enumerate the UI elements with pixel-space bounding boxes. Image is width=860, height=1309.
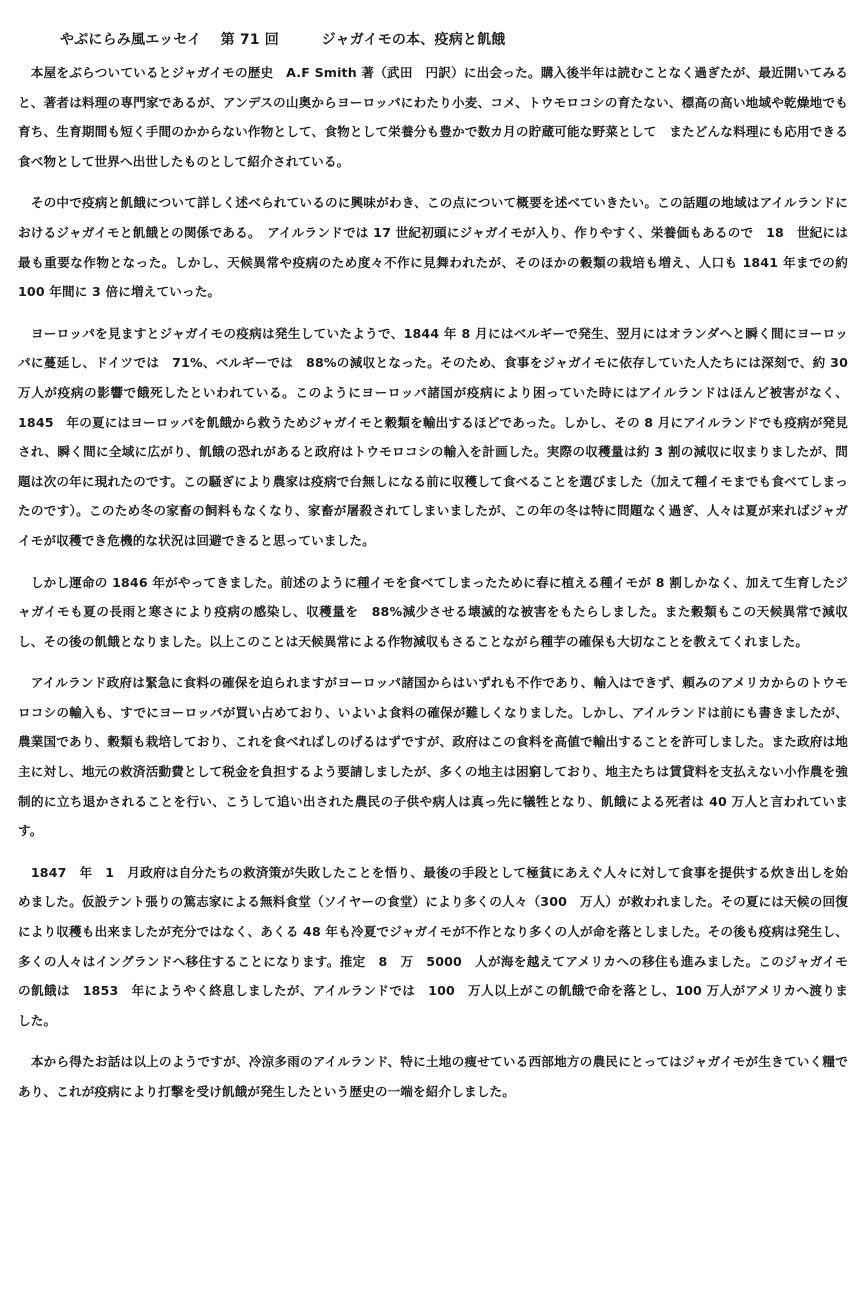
essay-heading: やぶにらみ風エッセイ 第 71 回 ジャガイモの本、疫病と飢餓 (60, 32, 506, 48)
paragraph-2: その中で疫病と飢餓について詳しく述べられているのに興味がわき、この点について概要を述べていきたい。この話題の地域はアイルランドにおけるジャガイモと飢餓との関係である。 アイルランドでは 17 世紀初頭にジャガイモが入り、作りやすく、栄養価もあるので 18 世紀には最も重要な作物となった。しかし、天候異常や疫病のため度々不作に見舞われたが、そのほかの穀類の栽培も増え、人口も 1841 年までの約 100 年間に 3 倍に増えていった。 (18, 195, 848, 300)
paragraph-6: 1847 年 1 月政府は自分たちの救済策が失敗したことを悟り、最後の手段として極貧にあえぐ人々に対して食事を提供する炊き出しを始めました。仮設テント張りの篤志家による無料食堂（ソイヤーの食堂）により多くの人々（300 万人）が救われました。その夏には天候の回復により収穫も出来ましたが充分ではなく、あくる 48 年も冷夏でジャガイモが不作となり多くの人が命を落としました。その後も疫病は発生し、多くの人々はイングランドへ移住することになります。推定 8 万 5000 人が海を越えてアメリカへの移住も進みました。このジャガイモの飢餓は 1853 年にようやく終息しましたが、アイルランドでは 100 万人以上がこの飢餓で命を落とし、100 万人がアメリカへ渡りました。 (18, 864, 848, 1028)
paragraph-5: アイルランド政府は緊急に食料の確保を迫られますがヨーロッパ諸国からはいずれも不作であり、輸入はできず、頼みのアメリカからのトウモロコシの輸入も、すでにヨーロッパが買い占めており、いよいよ食料の確保が難しくなりました。しかし、アイルランドは前にも書きましたが、農業国であり、穀類も栽培しており、これを食べればしのげるはずですが、政府はこの食料を高値で輸出することを許可しました。また政府は地主に対し、地元の救済活動費として税金を負担するよう要請しましたが、多くの地主は困窮しており、地主たちは賃貸料を支払えない小作農を強制的に立ち退かされることを行い、こうして追い出された農民の子供や病人は真っ先に犠牲となり、飢餓による死者は 40 万人と言われています。 (18, 675, 848, 839)
essay-page (18, 30, 848, 1119)
paragraph-7: 本から得たお話は以上のようですが、冷涼多雨のアイルランド、特に土地の痩せている西部地方の農民にとってはジャガイモが生きていく糧であり、これが疫病により打撃を受け飢餓が発生したという歴史の一端を紹介しました。 (18, 1054, 848, 1099)
paragraph-3: ヨーロッパを見ますとジャガイモの疫病は発生していたようで、1844 年 8 月にはベルギーで発生、翌月にはオランダへと瞬く間にヨーロッパに蔓延し、ドイツでは 71%、ベルギーでは 88%の減収となった。そのため、食事をジャガイモに依存していた人たちには深刻で、約 30 万人が疫病の影響で餓死したといわれている。このようにヨーロッパ諸国が疫病により困っていた時にはアイルランドはほんど被害がなく、1845 年の夏にはヨーロッパを飢餓から救うためジャガイモと穀類を輸出するほどであった。しかし、その 8 月にアイルランドでも疫病が発見され、瞬く間に全域に広がり、飢餓の恐れがあると政府はトウモロコシの輸入を計画した。実際の収穫量は約 3 割の減収に収まりましたが、問題は次の年に現れたのです。この騒ぎにより農家は疫病で台無しになる前に収穫して食べることを選びました（加えて種イモまでも食べてしまったのです）。このため冬の家畜の飼料もなくなり、家畜が屠殺されてしまいましたが、この年の冬は特に問題なく過ぎ、人々は夏が来ればジャガイモが収穫でき危機的な状況は回避できると思っていました。 (18, 325, 848, 548)
paragraph-4: しかし運命の 1846 年がやってきました。前述のように種イモを食べてしまったために春に植える種イモが 8 割しかなく、加えて生育したジャガイモも夏の長雨と寒さにより疫病の感染し、収穫量を 88%減少させる壊滅的な被害をもたらしました。また穀類もこの天候異常で減収し、その後の飢餓となりました。以上このことは天候異常による作物減収もさることながら種芋の確保も大切なことを教えてくれました。 (18, 574, 848, 649)
paragraph-1: 本屋をぶらついているとジャガイモの歴史 A.F Smith 著（武田 円訳）に出会った。購入後半年は読むことなく過ぎたが、最近開いてみると、著者は料理の専門家であるが、アンデスの山奥からヨーロッパにわたり小麦、コメ、トウモロコシの育たない、標高の高い地域や乾燥地でも育ち、生育期間も短く手間のかからない作物として、食物として栄養分も豊かで数カ月の貯蔵可能な野菜として またどんな料理にも応用できる食べ物として世界へ出世したものとして紹介されている。 (18, 65, 848, 169)
